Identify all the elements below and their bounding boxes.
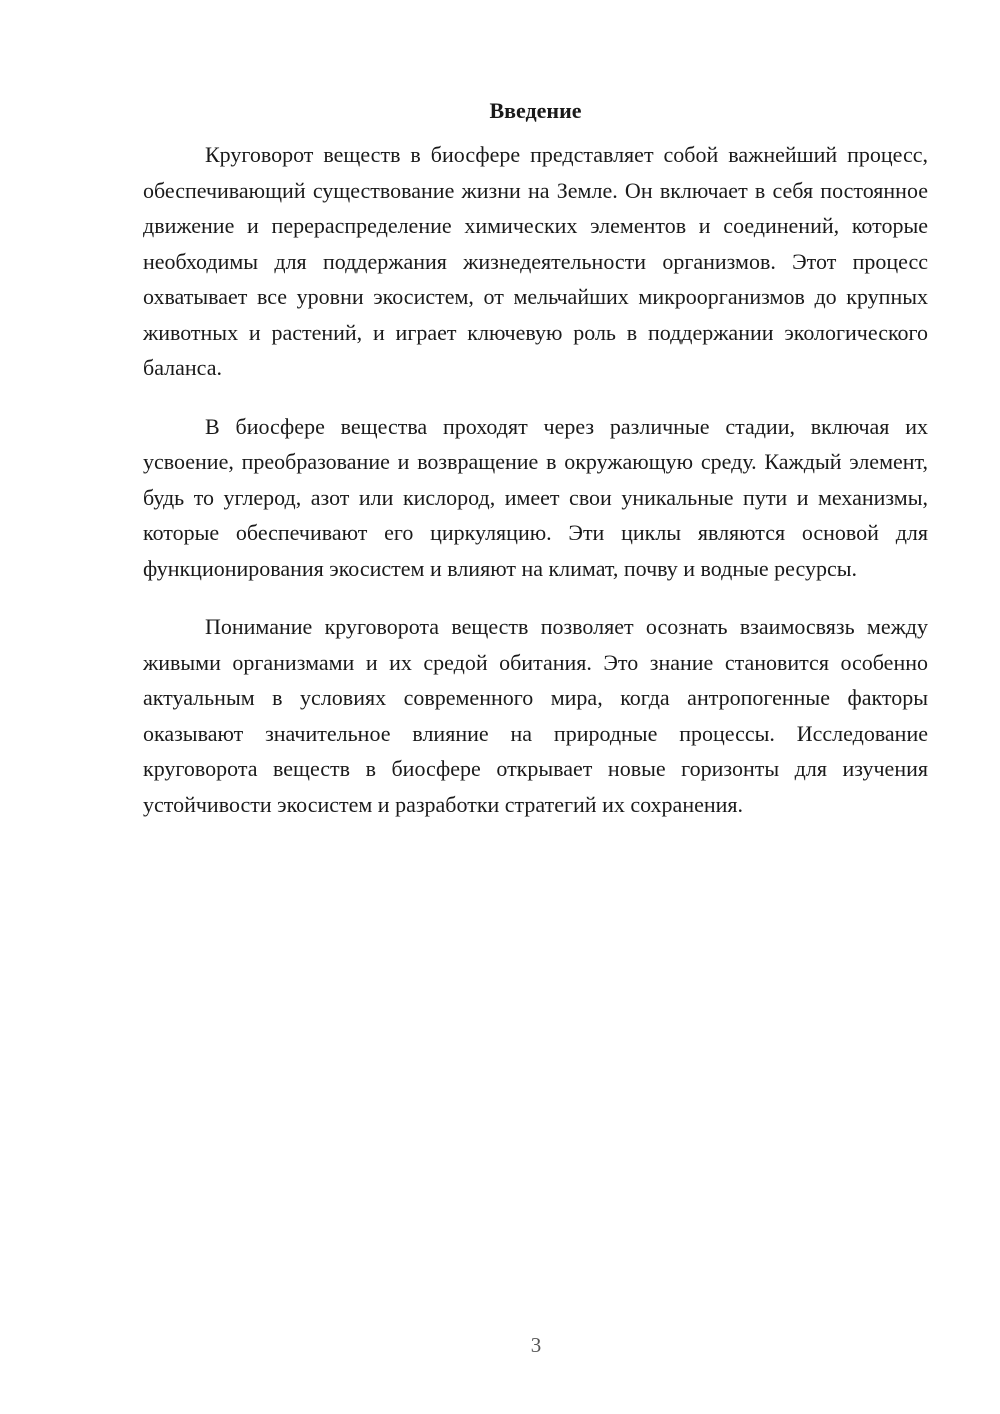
paragraph-3: Понимание круговорота веществ позволяет осознать взаимосвязь между живыми организмами и их средой обитания. Это знание становится особенно актуальным в условиях современного мира, когда антропогенные факторы оказывают значительное влияние на природные процессы. Исследование круговорота веществ в биосфере открывает новые горизонты для изучения устойчивости экосистем и разработки стратегий их сохранения.: [143, 614, 928, 817]
section-heading: Введение: [489, 98, 582, 123]
page-content: [143, 96, 928, 845]
paragraph-1: Круговорот веществ в биосфере представляет собой важнейший процесс, обеспечивающий существование жизни на Земле. Он включает в себя постоянное движение и перераспределение химических элементов и соединений, которые необходимы для поддержания жизнедеятельности организмов. Этот процесс охватывает все уровни экосистем, от мельчайших микроорганизмов до крупных животных и растений, и играет ключевую роль в поддержании экологического баланса.: [143, 142, 928, 380]
paragraph-2: В биосфере вещества проходят через различные стадии, включая их усвоение, преобразование и возвращение в окружающую среду. Каждый элемент, будь то углерод, азот или кислород, имеет свои уникальные пути и механизмы, которые обеспечивают его циркуляцию. Эти циклы являются основой для функционирования экосистем и влияют на климат, почву и водные ресурсы.: [143, 413, 928, 581]
page-number: 3: [530, 1333, 542, 1357]
